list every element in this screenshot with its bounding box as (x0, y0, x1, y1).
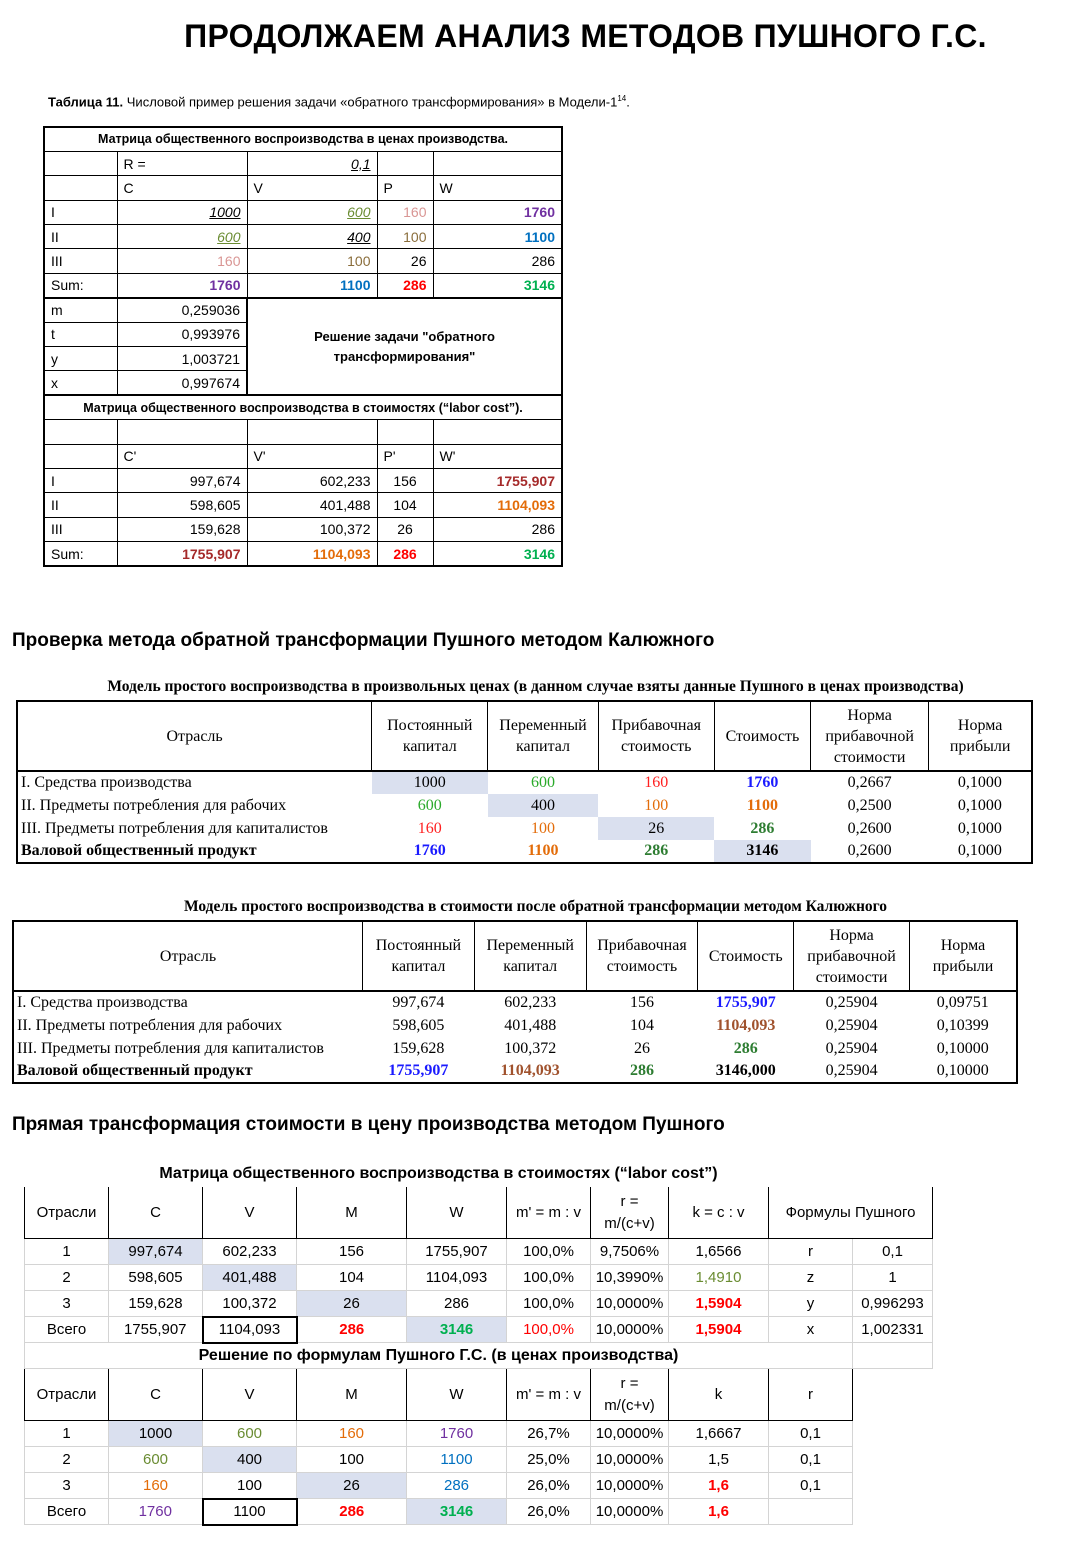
table-row: I 1000 600 160 1760 (44, 200, 562, 224)
table-row: I. Средства производства 997,674 602,233 156 1755,907 0,25904 0,09751 (17, 994, 989, 1011)
table-row: 2 598,605 401,488 104 1104,093 100,0% 10,3990% 1,4910 z 1 (25, 1265, 933, 1291)
col-p: P (377, 176, 433, 200)
table-row: 1 997,674 602,233 156 1755,907 100,0% 9,7506% 1,6566 r 0,1 (25, 1239, 933, 1265)
kaluzhny-table-values: Отрасль Постоянный капитал Переменный капитал Прибавочная стоимость Стоимость Норма прибавочной стоимости Норма прибыли I. Средства производства 997,674 602,233 156 1755,907 0,25904 0,09751 II. Предметы потребления для рабочих 598,605 401,488 104 1104,093 0,25904 0,10399 III. Предметы потребления для капиталистов 159,628 100,372 26 286 0,25904 0,10000 Валовой общественный продукт 1755,907 1104,093 286 3146,000 0,25904 0,10000 (12, 920, 1018, 1084)
caption-text: Числовой пример решения задачи «обратного трансформирования» в Модели-1 (123, 94, 618, 110)
kaluzhny-table-prices: Отрасль Постоянный капитал Переменный капитал Прибавочная стоимость Стоимость Норма прибавочной стоимости Норма прибыли I. Средства производства 1000 600 160 1760 0,2667 0,1000 II. Предметы потребления для рабочих 600 400 100 1100 0,2500 0,1000 III. Предметы потребления для капиталистов 160 100 26 286 0,2600 0,1000 Валовой общественный продукт 1760 1100 286 3146 0,2600 0,1000 (16, 700, 1033, 864)
table-row: 3 159,628 100,372 26 286 100,0% 10,0000% 1,5904 y 0,996293 (25, 1291, 933, 1317)
page-title: ПРОДОЛЖАЕМ АНАЛИЗ МЕТОДОВ ПУШНОГО Г.С. (184, 18, 987, 54)
table-caption (48, 94, 630, 109)
table-row: Всего 1760 1100 286 3146 26,0% 10,0000% 1,6 (25, 1499, 933, 1525)
section-heading-check: Проверка метода обратной трансформации Пушного методом Калюжного (12, 630, 715, 651)
table-row: Sum: 1760 1100 286 3146 (44, 273, 562, 297)
caption-bold: Таблица 11. (48, 94, 124, 110)
p2-caption: Решение по формулам Пушного Г.С. (в ценах производства) (25, 1343, 853, 1369)
table-row: I 997,674 602,233 156 1755,907 (44, 468, 562, 492)
table-row: 1 1000 600 160 1760 26,7% 10,0000% 1,6667 0,1 (25, 1421, 933, 1447)
table-row: Sum: 1755,907 1104,093 286 3146 (44, 542, 562, 566)
table-row: III. Предметы потребления для капиталистов 160 100 26 286 0,2600 0,1000 (17, 817, 1032, 840)
k1-caption: Модель простого воспроизводства в произвольных ценах (в данном случае взяты данные Пушного в ценах производства) (107, 678, 964, 695)
table-row: II. Предметы потребления для рабочих 598,605 401,488 104 1104,093 0,25904 0,10399 (17, 1016, 989, 1034)
table-row: 2 600 400 100 1100 25,0% 10,0000% 1,5 0,1 (25, 1447, 933, 1473)
k2-caption: Модель простого воспроизводства в стоимости после обратной трансформации методом Калюжного (183, 898, 888, 915)
solution-text: Решение задачи "обратного трансформирования" (247, 298, 562, 396)
col-v: V (247, 176, 377, 200)
table-row: III 159,628 100,372 26 286 (44, 517, 562, 541)
t11-header-values: Матрица общественного воспроизводства в стоимостях (“labor cost”). (44, 395, 562, 419)
table-row: III 160 100 26 286 (44, 249, 562, 273)
table-row: III. Предметы потребления для капиталистов 159,628 100,372 26 286 0,25904 0,10000 (17, 1039, 989, 1057)
table-row: Валовой общественный продукт 1755,907 1104,093 286 3146,000 0,25904 0,10000 (17, 1062, 989, 1079)
table-11: Матрица общественного воспроизводства в ценах производства. R = 0,1 C V P W I 1000 600 160 1760 II 600 400 100 1100 III 160 100 26 286 Sum: 1760 1100 286 3146 m 0,259036 Решение задачи "обратного трансформирования" t 0,993976 y 1,003721 x 0,997674 Матрица общественного воспроизводства в стоимостях (“labor cost”). C' V' P' W' I 997,674 602,233 156 1755,907 II 598,605 401,488 104 1104,093 III 159,628 100,372 26 286 Sum: 1755,907 1104,093 286 3146 (43, 126, 563, 567)
r-label: R = (117, 151, 247, 175)
caption-sup: 14 (617, 94, 627, 103)
caption-end: . (626, 94, 630, 110)
col-w: W (433, 176, 562, 200)
p1-caption: Матрица общественного воспроизводства в стоимостях (“labor cost”) (159, 1164, 718, 1182)
table-row: II. Предметы потребления для рабочих 600 400 100 1100 0,2500 0,1000 (17, 794, 1032, 817)
table-row: Всего 1755,907 1104,093 286 3146 100,0% 10,0000% 1,5904 x 1,002331 (25, 1317, 933, 1343)
col-c: C (117, 176, 247, 200)
table-row: II 600 400 100 1100 (44, 225, 562, 249)
table-row: 3 160 100 26 286 26,0% 10,0000% 1,6 0,1 (25, 1473, 933, 1499)
r-value: 0,1 (247, 151, 377, 175)
table-row: I. Средства производства 1000 600 160 1760 0,2667 0,1000 (17, 771, 1032, 794)
t11-header-prices: Матрица общественного воспроизводства в ценах производства. (44, 127, 562, 151)
table-row: II 598,605 401,488 104 1104,093 (44, 493, 562, 517)
table-row: Валовой общественный продукт 1760 1100 286 3146 0,2600 0,1000 (17, 840, 1032, 863)
section-heading-direct: Прямая трансформация стоимости в цену производства методом Пушного (12, 1114, 725, 1135)
pushnoy-tables: Матрица общественного воспроизводства в стоимостях (“labor cost”) Отрасли C V M W m' = m : v r = m/(c+v) k = c : v Формулы Пушного 1 997,674 602,233 156 1755,907 100,0% 9,7506% 1,6566 r 0,1 2 598,605 401,488 104 1104,093 100,0% 10,3990% 1,4910 z 1 3 159,628 100,372 26 286 100,0% 10,0000% 1,5904 y 0,996293 Всего 1755,907 1104,093 286 3146 100,0% 10,0000% 1,5904 x 1,002331 Решение по формулам Пушного Г.С. (в ценах производства) Отрасли C V M W m' = m : v r = m/(c+v) k r 1 1000 600 160 1760 26,7% 10,0000% 1,6667 0,1 2 600 400 100 1100 25,0% 10,0000% 1,5 0,1 3 160 100 26 286 26,0% 10,0000% 1,6 0,1 Всего 1760 1100 286 3146 26,0% 10,0000% 1,6 (24, 1160, 933, 1526)
